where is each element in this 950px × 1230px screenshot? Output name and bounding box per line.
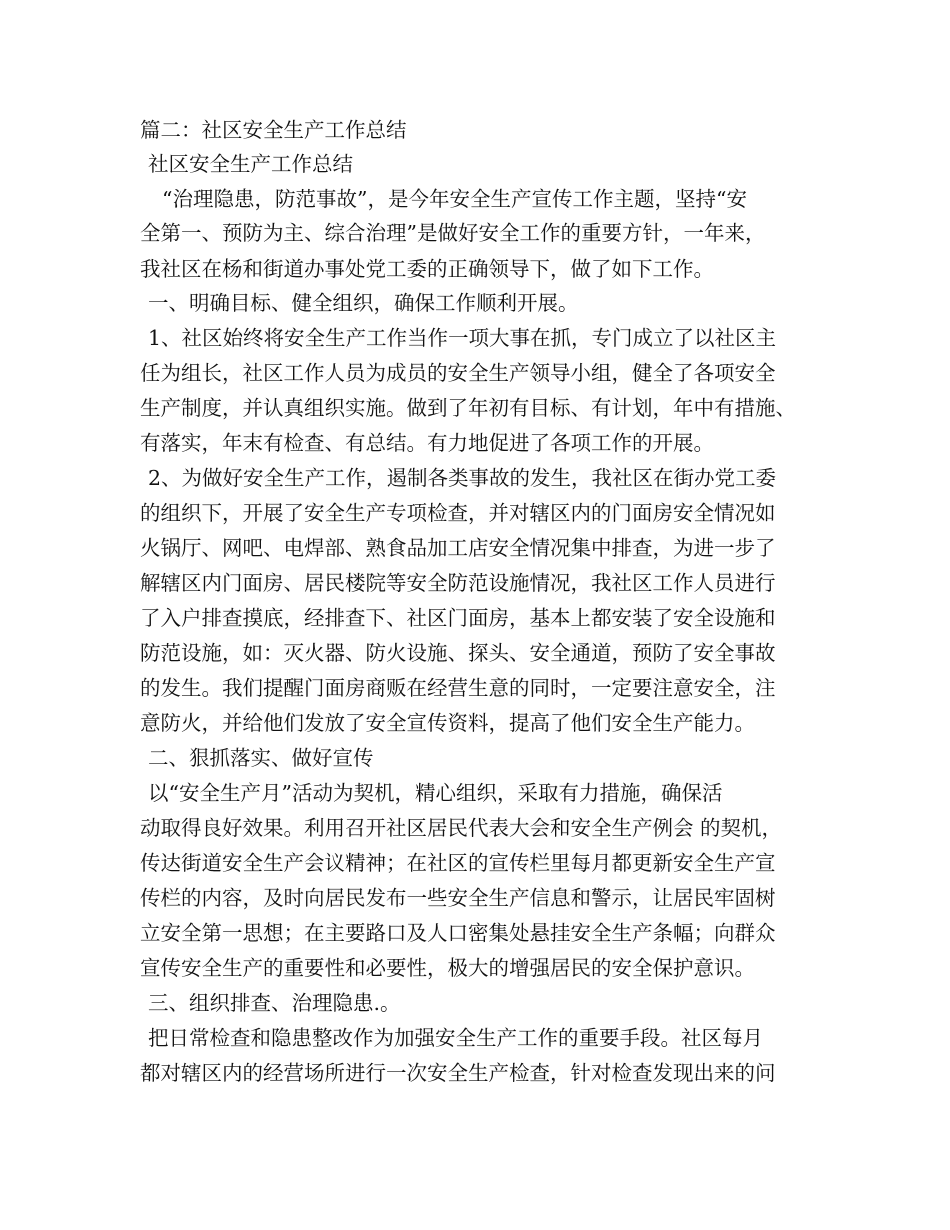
body-line: 传达街道安全生产会议精神；在社区的宣传栏里每月都更新安全生产宣 (140, 851, 776, 875)
body-line: 宣传安全生产的重要性和必要性，极大的增强居民的安全保护意识。 (140, 956, 755, 980)
body-line: 任为组长，社区工作人员为成员的安全生产领导小组，健全了各项安全 (140, 361, 776, 385)
body-line: 我社区在杨和街道办事处党工委的正确领导下，做了如下工作。 (140, 257, 714, 281)
body-line: 了入户排查摸底，经排查下、社区门面房，基本上都安装了安全设施和 (140, 606, 776, 630)
section-heading: 一、明确目标、健全组织，确保工作顺利开展。 (148, 291, 579, 315)
body-line: 把日常检查和隐患整改作为加强安全生产工作的重要手段。社区每月 (148, 1026, 763, 1050)
body-line: 立安全第一思想；在主要路口及人口密集处悬挂安全生产条幅；向群众 (140, 921, 776, 945)
body-line: 以“安全生产月”活动为契机，精心组织，采取有力措施，确保活 (148, 781, 723, 805)
section-heading: 三、组织排查、治理隐患.。 (148, 991, 401, 1015)
body-line: 的组织下，开展了安全生产专项检查，并对辖区内的门面房安全情况如 (140, 501, 776, 525)
section-heading: 二、狠抓落实、做好宣传 (148, 746, 374, 770)
body-line: 1、社区始终将安全生产工作当作一项大事在抓，专门成立了以社区主 (148, 326, 777, 350)
body-line: 全第一、预防为主、综合治理”是做好安全工作的重要方针，一年来， (140, 221, 766, 245)
body-line: 解辖区内门面房、居民楼院等安全防范设施情况，我社区工作人员进行 (140, 571, 776, 595)
body-line: 火锅厅、网吧、电焊部、熟食品加工店安全情况集中排查，为进一步了 (140, 536, 776, 560)
body-line: 意防火，并给他们发放了安全宣传资料，提高了他们安全生产能力。 (140, 711, 755, 735)
body-line: 都对辖区内的经营场所进行一次安全生产检查，针对检查发现出来的问 (140, 1061, 776, 1085)
body-line: 防范设施，如：灭火器、防火设施、探头、安全通道，预防了安全事故 (140, 641, 776, 665)
body-line: 2、为做好安全生产工作，遏制各类事故的发生，我社区在街办党工委 (148, 466, 777, 490)
body-line: 有落实，年末有检查、有总结。有力地促进了各项工作的开展。 (140, 431, 714, 455)
document-subtitle: 社区安全生产工作总结 (148, 152, 353, 176)
body-line: 动取得良好效果。利用召开社区居民代表大会和安全生产例会 的契机， (140, 816, 783, 840)
document-title: 篇二：社区安全生产工作总结 (140, 118, 407, 142)
body-line: 生产制度，并认真组织实施。做到了年初有目标、有计划，年中有措施、 (140, 396, 796, 420)
body-line: 的发生。我们提醒门面房商贩在经营生意的同时，一定要注意安全，注 (140, 676, 776, 700)
body-line: “治理隐患，防范事故”，是今年安全生产宣传工作主题，坚持“安 (162, 187, 747, 211)
body-line: 传栏的内容，及时向居民发布一些安全生产信息和警示，让居民牢固树 (140, 886, 776, 910)
